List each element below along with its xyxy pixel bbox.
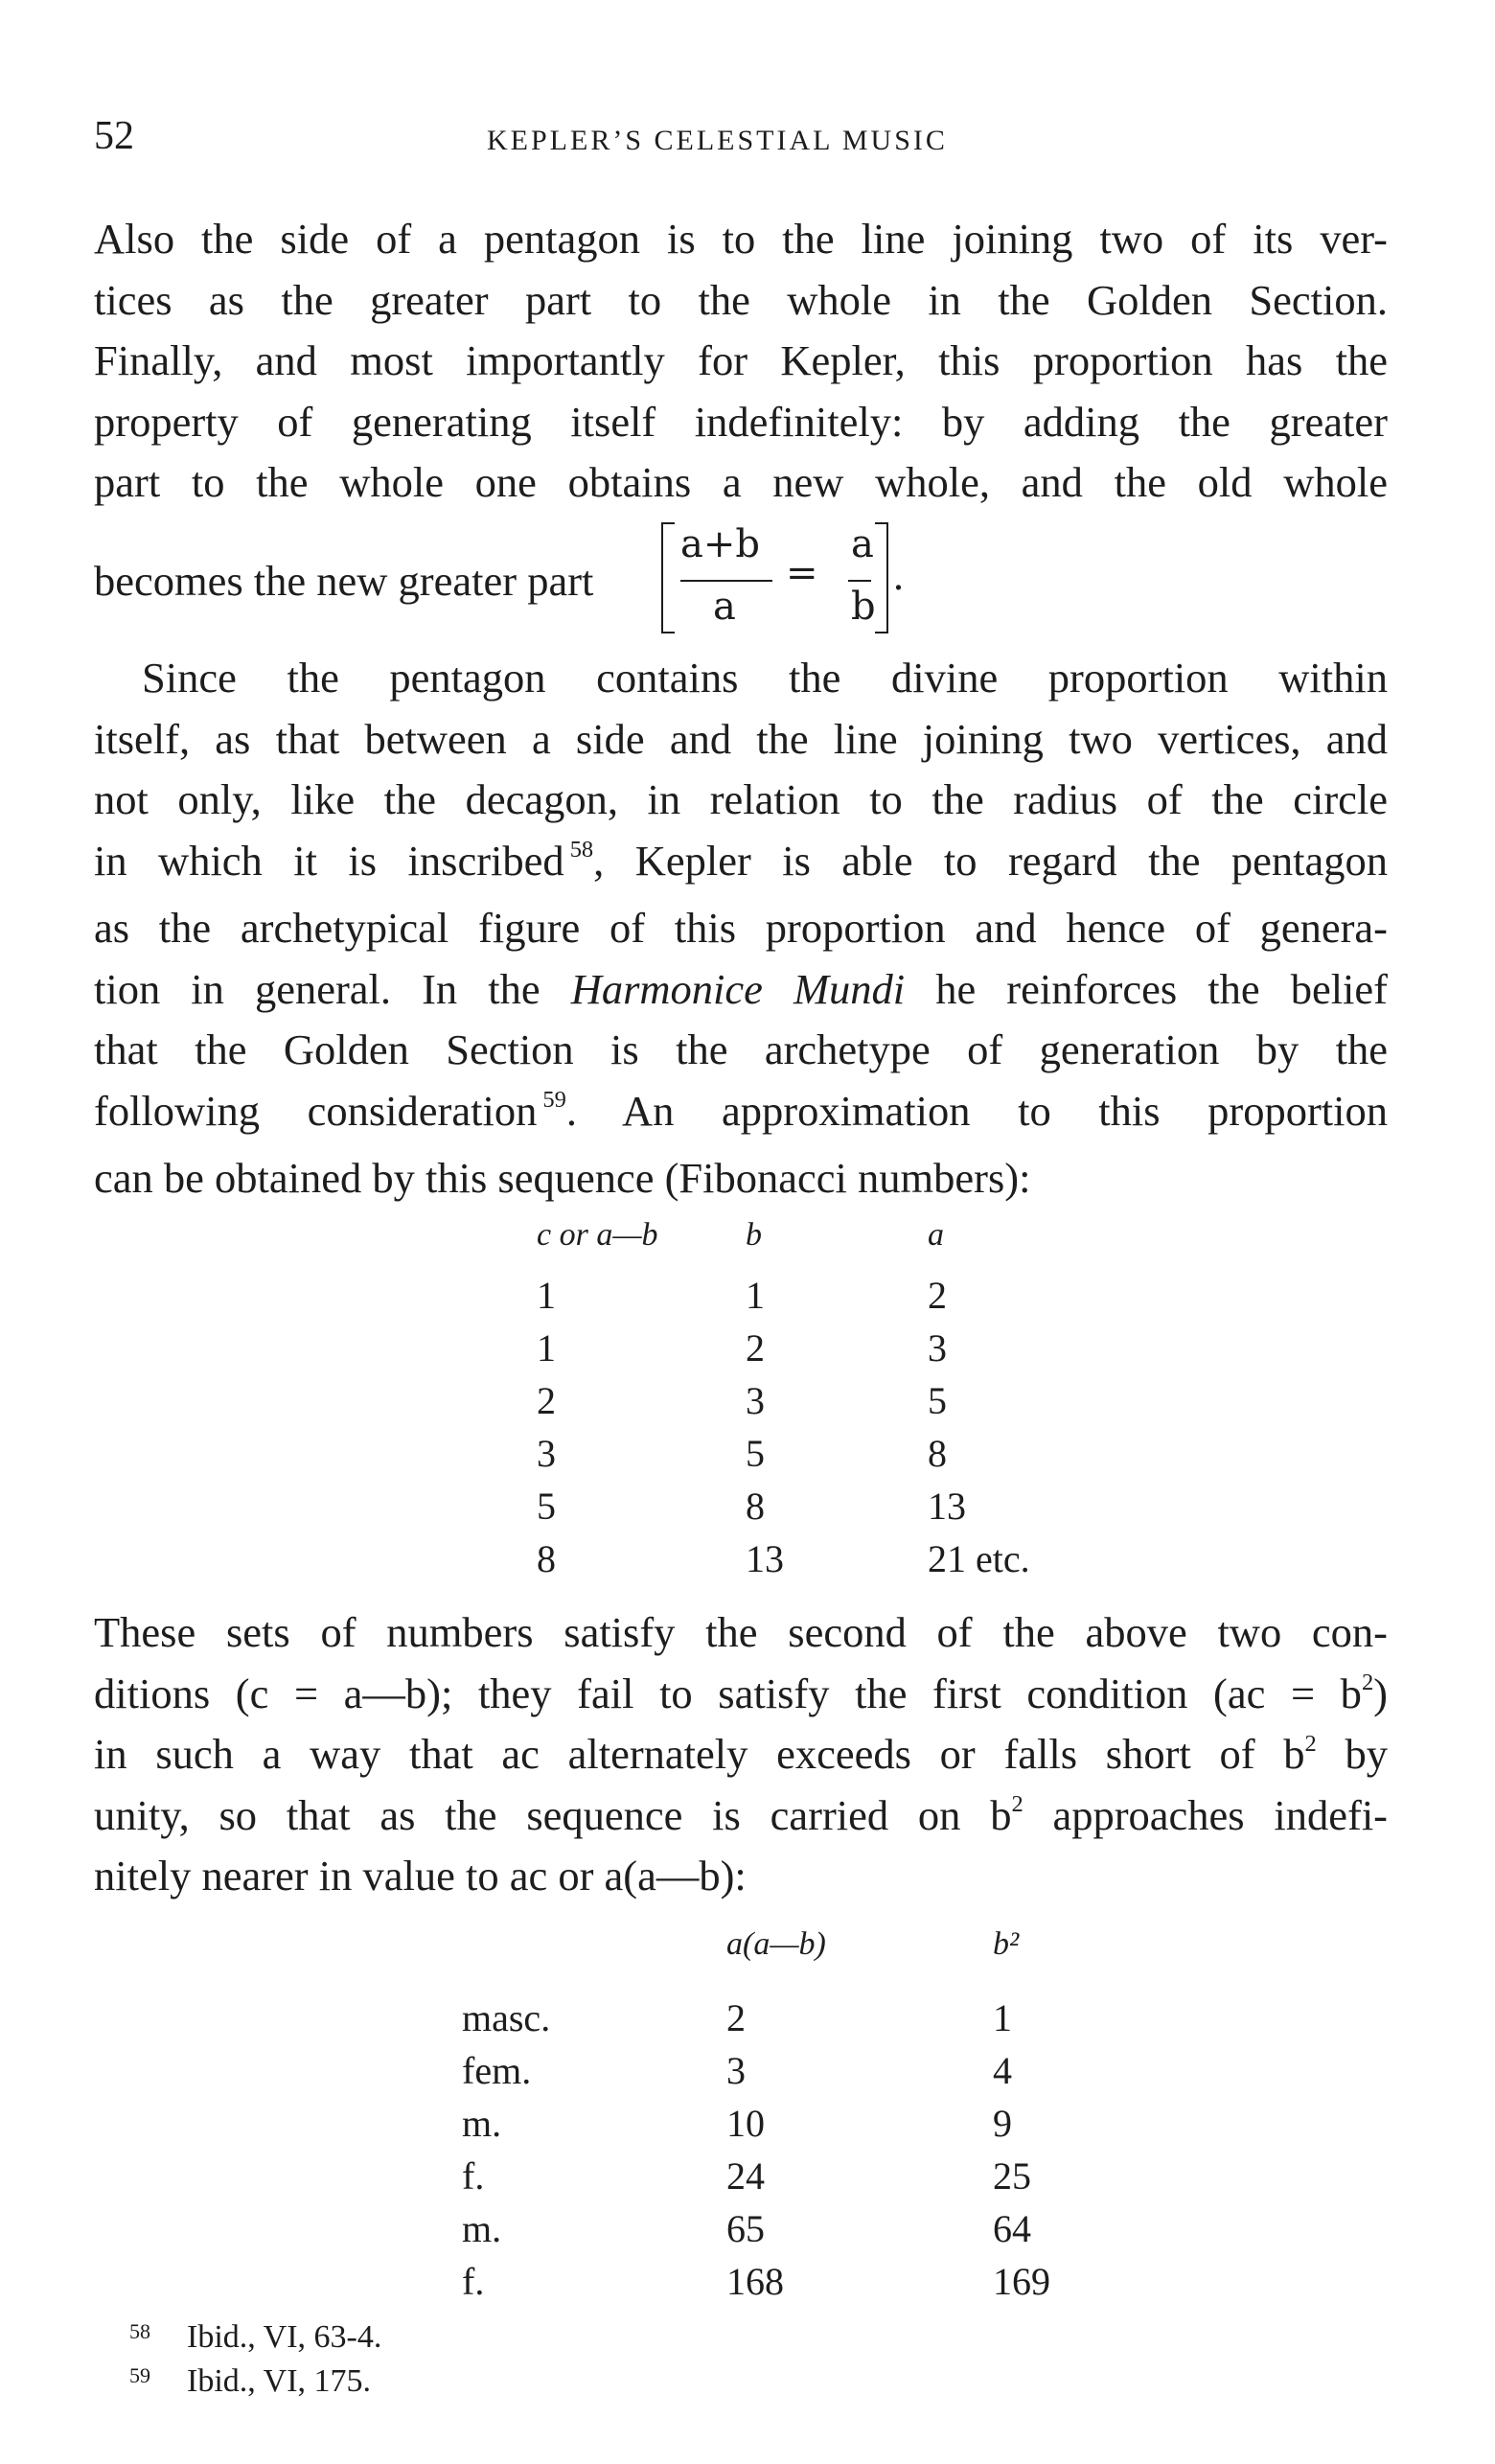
alternation-table-header-cell: a(a—b) [726, 1926, 826, 1962]
page-header [94, 113, 1388, 171]
superscript: 2 [1304, 1730, 1317, 1757]
footnote-ref-59[interactable]: 59 [542, 1087, 566, 1114]
paragraph-1-line: part to the whole one obtains a new whole, and the old whole [94, 458, 1388, 506]
paragraph-2-line: can be obtained by this sequence (Fibonacci numbers): [94, 1154, 1031, 1202]
fibonacci-table-cell: 1 [537, 1274, 556, 1317]
alternation-table-cell: 24 [726, 2154, 765, 2198]
fraction-denominator: b [851, 585, 876, 629]
superscript: 2 [1011, 1791, 1024, 1818]
paragraph-2-line: that the Golden Section is the archetype of generation by the [94, 1025, 1388, 1073]
text-run: in which it is inscribed [94, 836, 564, 885]
alternation-table-cell: 2 [726, 1996, 746, 2039]
fraction-denominator: a [713, 585, 736, 629]
alternation-table-cell: m. [462, 2102, 502, 2145]
fibonacci-table-cell: 13 [746, 1537, 784, 1580]
fibonacci-table-cell: 8 [537, 1537, 556, 1580]
text-run: , Kepler is able to regard the pentagon [593, 836, 1389, 885]
fibonacci-table-header-cell: a [928, 1217, 944, 1253]
alternation-table-cell: 25 [993, 2154, 1031, 2198]
fibonacci-table-cell: 1 [537, 1326, 556, 1370]
paragraph-3-line [94, 1785, 1388, 1847]
running-head: KEPLER’S CELESTIAL MUSIC [487, 125, 948, 156]
paragraph-2-line: itself, as that between a side and the line joining two vertices, and [94, 714, 1388, 763]
text-run: tion in general. In the [94, 964, 571, 1013]
text-run: approaches indefi- [1023, 1790, 1388, 1839]
alternation-table-cell: 64 [993, 2207, 1031, 2250]
text-run: unity, so that as the sequence is carried on b [94, 1790, 1012, 1839]
alternation-table-cell: 10 [726, 2102, 765, 2145]
fibonacci-table-cell: 5 [537, 1485, 556, 1528]
footnote-text: Ibid., VI, 175. [187, 2363, 372, 2399]
paragraph-2-line [94, 831, 1388, 899]
paragraph-1-line: property of generating itself indefinitely: by adding the greater [94, 397, 1388, 446]
text-run: he reinforces the belief [905, 964, 1388, 1013]
fibonacci-table-cell: 8 [746, 1485, 765, 1528]
fibonacci-table-cell: 8 [928, 1432, 947, 1475]
alternation-table-cell: f. [462, 2154, 485, 2198]
alternation-table-cell: 4 [993, 2049, 1012, 2092]
alternation-table-cell: 169 [993, 2260, 1050, 2303]
footnote-number: 59 [129, 2363, 150, 2387]
fraction-bar [680, 580, 772, 582]
paragraph-3 [94, 1602, 1388, 1907]
text-run: following consideration [94, 1086, 538, 1135]
fibonacci-table-cell: 3 [746, 1379, 765, 1422]
alternation-table-cell: fem. [462, 2049, 532, 2092]
text-run: ) [1373, 1669, 1388, 1717]
paragraph-1-line: Also the side of a pentagon is to the line joining two of its ver- [94, 215, 1388, 263]
fibonacci-table-cell: 1 [746, 1274, 765, 1317]
fibonacci-table [0, 1217, 1495, 1600]
page-number: 52 [94, 114, 134, 158]
paragraph-2 [94, 648, 1388, 1209]
fibonacci-table-header-cell: c or a—b [537, 1217, 658, 1253]
fraction-numerator: a+b [680, 522, 760, 566]
paragraph-3-line [94, 1664, 1388, 1725]
fibonacci-table-cell: 2 [537, 1379, 556, 1422]
fibonacci-table-cell: 21 etc. [928, 1537, 1030, 1580]
right-bracket [875, 522, 888, 633]
paragraph-2-line [94, 959, 1388, 1021]
text-run: . An approximation to this proportion [565, 1086, 1388, 1135]
paragraph-3-line: These sets of numbers satisfy the second of the above two con- [94, 1608, 1388, 1656]
paragraph-2-line: as the archetypical figure of this proportion and hence of genera- [94, 904, 1388, 952]
fraction-numerator: a [851, 522, 874, 566]
alternation-table-cell: 9 [993, 2102, 1012, 2145]
paragraph-2-line [94, 1081, 1388, 1149]
alternation-table-cell: m. [462, 2207, 502, 2250]
fibonacci-table-cell: 3 [537, 1432, 556, 1475]
footnote-number: 58 [129, 2319, 150, 2343]
paragraph-3-line: nitely nearer in value to ac or a(a—b): [94, 1852, 747, 1900]
left-bracket [661, 522, 675, 633]
text-run: ditions (c = a—b); they fail to satisfy the first condition (ac = b [94, 1669, 1362, 1717]
alternation-table-cell: 3 [726, 2049, 746, 2092]
alternation-table-cell: 1 [993, 1996, 1012, 2039]
fraction-bar [848, 580, 871, 582]
fibonacci-table-header-cell: b [746, 1217, 762, 1253]
equals-sign: = [786, 551, 818, 595]
paragraph-2-line: Since the pentagon contains the divine proportion within [142, 654, 1388, 702]
paragraph-1 [94, 209, 1388, 514]
fibonacci-table-cell: 13 [928, 1485, 966, 1528]
formula-period: . [893, 552, 904, 599]
footnote-text: Ibid., VI, 63-4. [187, 2319, 382, 2355]
text-run: in such a way that ac alternately exceeds or falls short of b [94, 1730, 1305, 1778]
fibonacci-table-cell: 2 [928, 1274, 947, 1317]
paragraph-3-line [94, 1724, 1388, 1785]
paragraph-1-line: Finally, and most importantly for Kepler, this proportion has the [94, 336, 1388, 384]
alternation-table-cell: f. [462, 2260, 485, 2303]
book-title: Harmonice Mundi [570, 964, 906, 1013]
alternation-table-cell: 65 [726, 2207, 765, 2250]
paragraph-1-line: tices as the greater part to the whole in the Golden Section. [94, 275, 1388, 324]
superscript: 2 [1361, 1670, 1374, 1696]
alternation-table-header-cell: b² [993, 1926, 1020, 1962]
alternation-table [0, 1926, 1495, 2310]
alternation-table-cell: 168 [726, 2260, 784, 2303]
footnote-ref-58[interactable]: 58 [569, 837, 594, 864]
paragraph-2-line: not only, like the decagon, in relation to the radius of the circle [94, 775, 1388, 823]
fibonacci-table-cell: 5 [928, 1379, 947, 1422]
alternation-table-cell: masc. [462, 1996, 551, 2039]
formula-lead-text: becomes the new greater part [94, 557, 594, 605]
fibonacci-table-cell: 2 [746, 1326, 765, 1370]
fibonacci-table-cell: 3 [928, 1326, 947, 1370]
fibonacci-table-cell: 5 [746, 1432, 765, 1475]
text-run: by [1316, 1730, 1389, 1778]
